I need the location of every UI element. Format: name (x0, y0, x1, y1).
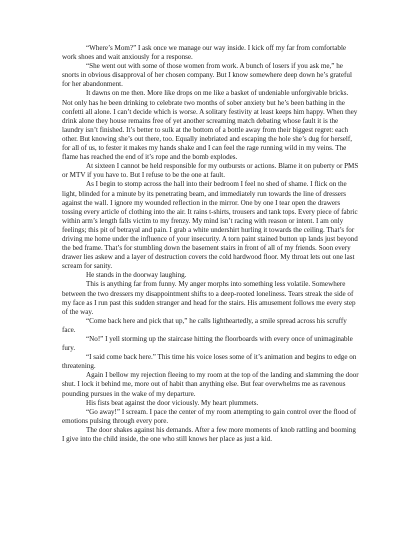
paragraph: As I begin to stomp across the hall into their bedroom I feel no shed of shame. I flick on the light, blinded for a minute by its penetrating beam, and immediately run towards the line of dressers against the wall. I ignore my wounded reflection in the mirror. One by one I tear open the drawers tossing every article of clothing into the air. It rains t-shirts, trousers and tank tops. Every piece of fabric within arm’s length falls victim to my frenzy. My mind isn’t racing with reason or intent. I am only feelings; this pit of betrayal and pain. I grab a white undershirt hurling it towards the ceiling. That’s for driving me home under the influence of your insecurity. A torn paint stained button up lands just beyond the bed frame. That’s for stumbling down the basement stairs in front of all of my friends. Soon every drawer lies askew and a layer of destruction covers the cold hardwood floor. My throat lets out one last scream for sanity. (62, 180, 358, 271)
paragraph: His fists beat against the door viciously. My heart plummets. (86, 398, 259, 407)
paragraph: It dawns on me then. More like drops on me like a basket of undeniable unforgivable bricks. Not only has he been drinking to celebrate two months of sober anxiety but he’s been bathing in the confetti all alone. I can’t decide which is worse. A solitary festivity at least keeps him happy. When they drink alone they house remains free of yet another screaming match debating whose fault it is the laundry isn’t finished. It’s better to sulk at the bottom of a bottle away from their biggest regret: each other. But knowing she’s out there, too. Equally inebriated and escaping the hole she’s dug for herself, for all of us, to fester it makes my hands shake and I can feel the rage running wild in my veins. The flame has reached the end of it’s rope and the bomb explodes. (62, 89, 358, 162)
paragraph: This is anything far from funny. My anger morphs into something less volatile. Somewhere between the two dressers my disappointment shifts to a deep-rooted loneliness. Tears streak the side of my face as I run past this sudden stranger and head for the stairs. His amusement follows me every step of the way. (62, 280, 356, 316)
paragraph: “No!” I yell storming up the staircase hitting the floorboards with every once of unimaginable fury. (62, 335, 353, 353)
paragraph: The door shakes against his demands. After a few more moments of knob rattling and booming I give into the child inside, the one who still knows her place as just a kid. (62, 425, 356, 444)
paragraph: At sixteen I cannot be held responsible for my outbursts or actions. Blame it on puberty or PMS or MTV if you have to. But I refuse to be the one at fault. (62, 162, 359, 180)
paragraph: “Go away!” I scream. I pace the center of my room attempting to gain control over the flood of emotions pulsing through every pore. (62, 407, 357, 425)
paragraph: Again I bellow my rejection fleeing to my room at the top of the landing and slamming the door shut. I lock it behind me, more out of habit than anything else. But fear overwhelms me as ravenous pounding pursues in the wake of my departure. (62, 371, 359, 398)
paragraph: He stands in the doorway laughing. (86, 271, 187, 280)
paragraph: “She went out with some of those women from work. A bunch of losers if you ask me,” he snorts in obvious disapproval of her chosen company. But I know somewhere deep down he’s grateful for her abandonment. (62, 62, 352, 89)
body-text (62, 44, 360, 444)
paragraph: “Come back here and pick that up,” he calls lightheartedly, a smile spread across his scruffy face. (62, 316, 347, 334)
paragraph: “Where’s Mom?” I ask once we manage our way inside. I kick off my far from comfortable work shoes and wait anxiously for a response. (62, 44, 347, 62)
paragraph: “I said come back here.” This time his voice loses some of it’s animation and begins to edge on threatening. (62, 353, 357, 371)
